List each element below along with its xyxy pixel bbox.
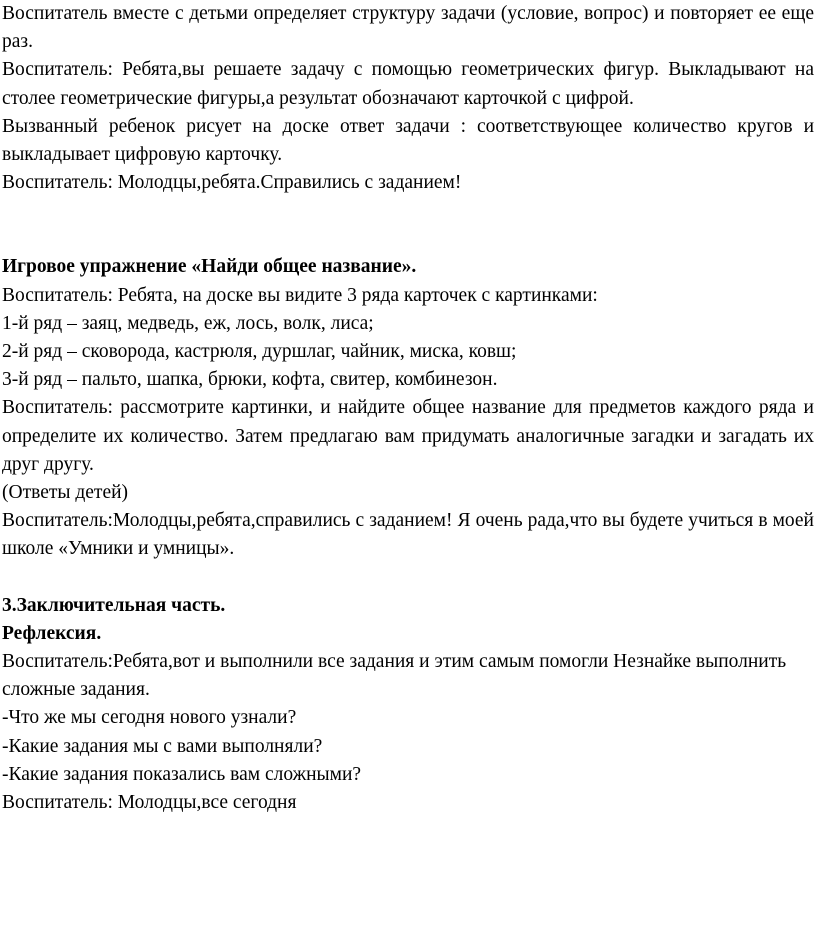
spacer bbox=[2, 564, 814, 592]
paragraph-geometric-shapes: Воспитатель: Ребята,вы решаете задачу с помощью геометрических фигур. Выкладывают на столее геометрические фигуры,а результат обозначают карточкой с цифрой. bbox=[2, 59, 814, 109]
list-item-row-2: 2-й ряд – сковорода, кастрюля, дуршлаг, чайник, миска, ковш; bbox=[2, 341, 517, 363]
list-item-row-3: 3-й ряд – пальто, шапка, брюки, кофта, свитер, комбинезон. bbox=[2, 369, 498, 391]
paragraph-task: Воспитатель: рассмотрите картинки, и найдите общее название для предметов каждого ряда и определите их количество. Затем предлагаю вам придумать аналогичные загадки и загадать их друг другу. bbox=[2, 397, 814, 475]
list-item-question-2: -Какие задания мы с вами выполняли? bbox=[2, 735, 323, 757]
document-page bbox=[2, 0, 814, 817]
paragraph-card-rows-intro: Воспитатель: Ребята, на доске вы видите 3 ряда карточек с картинками: bbox=[2, 284, 598, 306]
paragraph-reflection-intro: Воспитатель:Ребята,вот и выполнили все задания и этим самым помогли Незнайке выполнить сложные задания. bbox=[2, 651, 787, 701]
heading-game-exercise: Игровое упражнение «Найди общее название». bbox=[2, 256, 417, 278]
list-item-question-1: -Что же мы сегодня нового узнали? bbox=[2, 707, 297, 729]
paragraph-board-answer: Вызванный ребенок рисует на доске ответ задачи : соответствующее количество кругов и выкладывает цифровую карточку. bbox=[2, 115, 814, 166]
paragraph-closing: Воспитатель: Молодцы,все сегодня bbox=[2, 792, 297, 814]
paragraph-praise-2: Воспитатель:Молодцы,ребята,справились с заданием! Я очень рада,что вы будете учиться в моей школе «Умники и умницы». bbox=[2, 510, 814, 560]
list-item-row-1: 1-й ряд – заяц, медведь, еж, лось, волк, лиса; bbox=[2, 312, 374, 334]
heading-reflection: Рефлексия. bbox=[2, 622, 102, 644]
paragraph-structure: Воспитатель вместе с детьми определяет структуру задачи (условие, вопрос) и повторяет ее еще раз. bbox=[2, 3, 814, 53]
paragraph-children-answers: (Ответы детей) bbox=[2, 482, 129, 504]
spacer bbox=[2, 197, 814, 253]
list-item-question-3: -Какие задания показались вам сложными? bbox=[2, 763, 362, 785]
heading-final-part: 3.Заключительная часть. bbox=[2, 594, 226, 616]
paragraph-praise-1: Воспитатель: Молодцы,ребята.Справились с заданием! bbox=[2, 172, 462, 194]
